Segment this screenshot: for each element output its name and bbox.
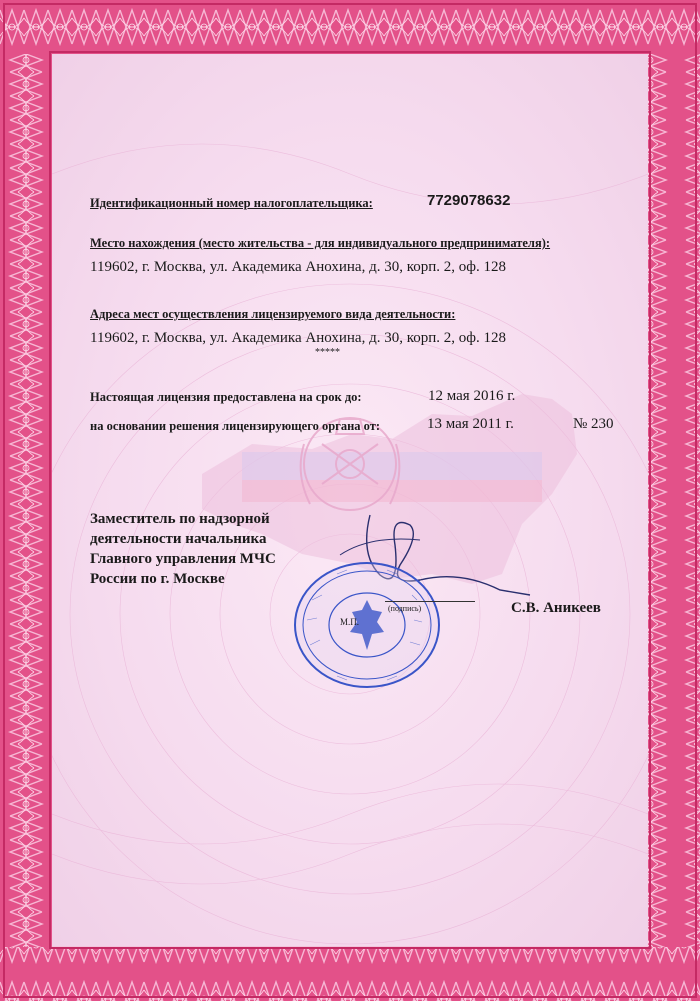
activity-address-value: 119602, г. Москва, ул. Академика Анохина, д. 30, корп. 2, оф. 128 xyxy=(90,330,506,346)
signer-name: С.В. Аникеев xyxy=(511,600,601,616)
basis-label: на основании решения лицензирующего органа от: xyxy=(90,419,381,433)
signature-caption: (подпись) xyxy=(388,604,422,613)
basis-value: 13 мая 2011 г. xyxy=(427,416,514,432)
official-title: Заместитель по надзорной деятельности начальника Главного управления МЧС России по г. Москве xyxy=(90,511,276,587)
decision-number: № 230 xyxy=(573,416,614,432)
activity-address-label: Адреса мест осуществления лицензируемого вида деятельности: xyxy=(90,307,456,321)
term-value: 12 мая 2016 г. xyxy=(428,388,516,404)
inn-label: Идентификационный номер налогоплательщика: xyxy=(90,196,373,210)
inn-value: 7729078632 xyxy=(427,192,511,209)
location-label: Место нахождения (место жительства - для индивидуального предпринимателя): xyxy=(90,236,551,250)
signature-line xyxy=(385,601,475,602)
separator-stars: ***** xyxy=(315,347,340,358)
official-seal xyxy=(292,560,442,690)
seal-label: М.П. xyxy=(340,617,360,627)
location-value: 119602, г. Москва, ул. Академика Анохина, д. 30, корп. 2, оф. 128 xyxy=(90,259,506,275)
term-label: Настоящая лицензия предоставлена на срок до: xyxy=(90,390,362,404)
